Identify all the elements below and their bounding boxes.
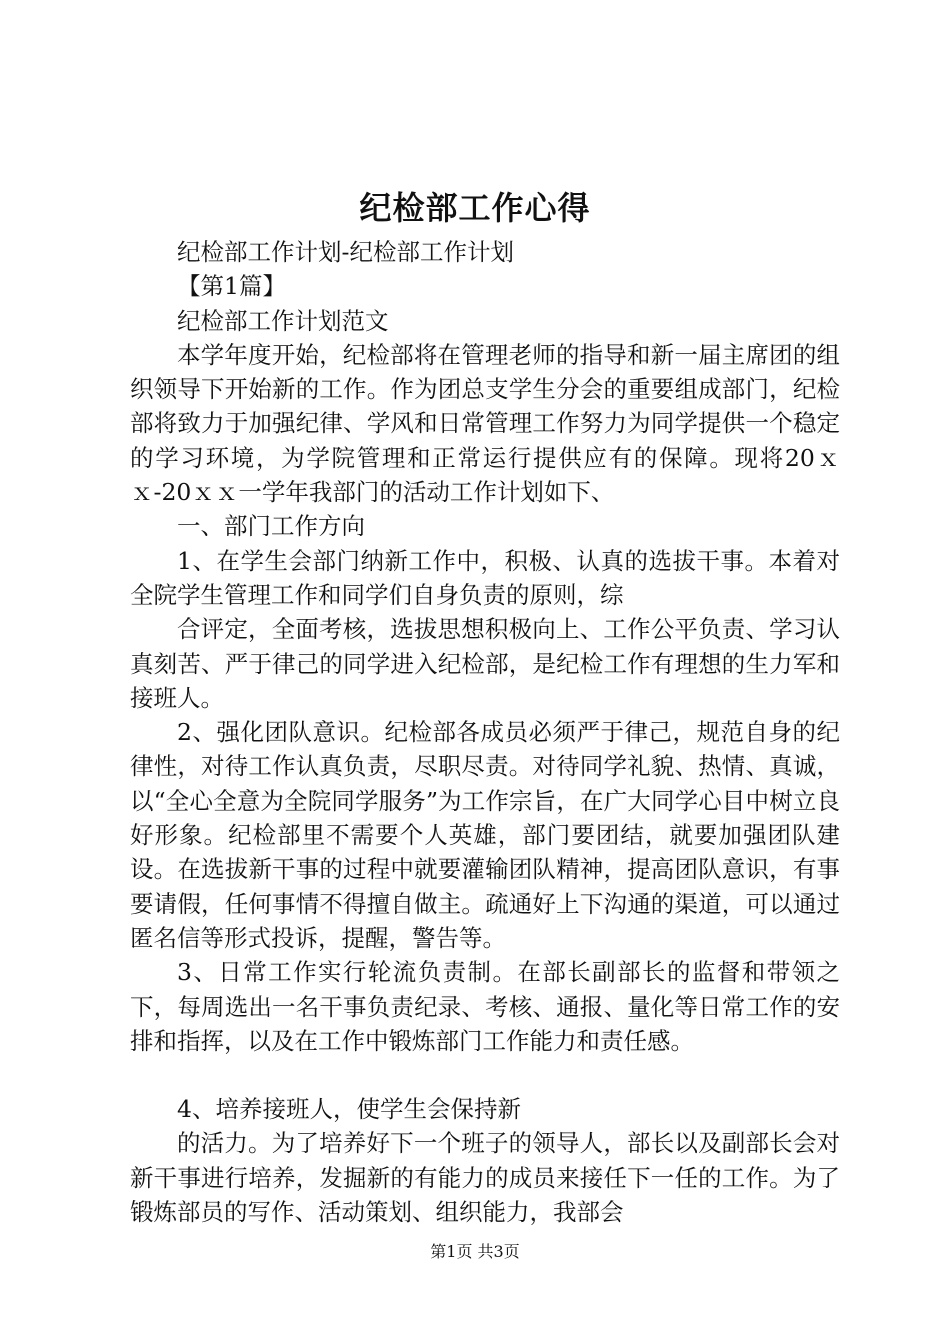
paragraph: 纪检部工作计划范文 <box>177 306 389 335</box>
paragraph: 3、日常工作实行轮流负责制。在部长副部长的监督和带领之下，每周选出一名干事负责纪录、考核、通报、量化等日常工作的安排和指挥，以及在工作中锻炼部门工作能力和责任感。 <box>130 958 840 1055</box>
document-body <box>130 235 840 1229</box>
paragraph: 本学年度开始，纪检部将在管理老师的指导和新一届主席团的组织领导下开始新的工作。作为团总支学生分会的重要组成部门，纪检部将致力于加强纪律、学风和日常管理工作努力为同学提供一个稳定的学习环境，为学院管理和正常运行提供应有的保障。现将20ｘｘ-20ｘｘ一学年我部门的活动工作计划如下、 <box>130 340 840 507</box>
paragraph: 4、培养接班人，使学生会保持新 <box>177 1095 521 1124</box>
paragraph: 一、部门工作方向 <box>177 512 365 541</box>
paragraph: 纪检部工作计划-纪检部工作计划 <box>177 238 514 266</box>
paragraph: 2、强化团队意识。纪检部各成员必须严于律己，规范自身的纪律性，对待工作认真负责，尽职尽责。对待同学礼貌、热情、真诚，以“全心全意为全院同学服务”为工作宗旨，在广大同学心目中树立良好形象。纪检部里不需要个人英雄，部门要团结，就要加强团队建设。在选拔新干事的过程中就要灌输团队精神，提高团队意识，有事要请假，任何事情不得擅自做主。疏通好上下沟通的渠道，可以通过匿名信等形式投诉，提醒，警告等。 <box>130 718 840 952</box>
paragraph: 【第1篇】 <box>177 272 286 301</box>
page-footer: 第1页 共3页 <box>430 1242 520 1261</box>
paragraph: 的活力。为了培养好下一个班子的领导人，部长以及副部长会对新干事进行培养，发掘新的有能力的成员来接任下一任的工作。为了锻炼部员的写作、活动策划、组织能力，我部会 <box>130 1129 840 1227</box>
paragraph: 合评定，全面考核，选拔思想积极向上、工作公平负责、学习认真刻苦、严于律己的同学进入纪检部，是纪检工作有理想的生力军和接班人。 <box>130 615 840 712</box>
paragraph: 1、在学生会部门纳新工作中，积极、认真的选拔干事。本着对全院学生管理工作和同学们自身负责的原则，综 <box>130 546 840 609</box>
document-title: 纪检部工作心得 <box>359 189 591 227</box>
